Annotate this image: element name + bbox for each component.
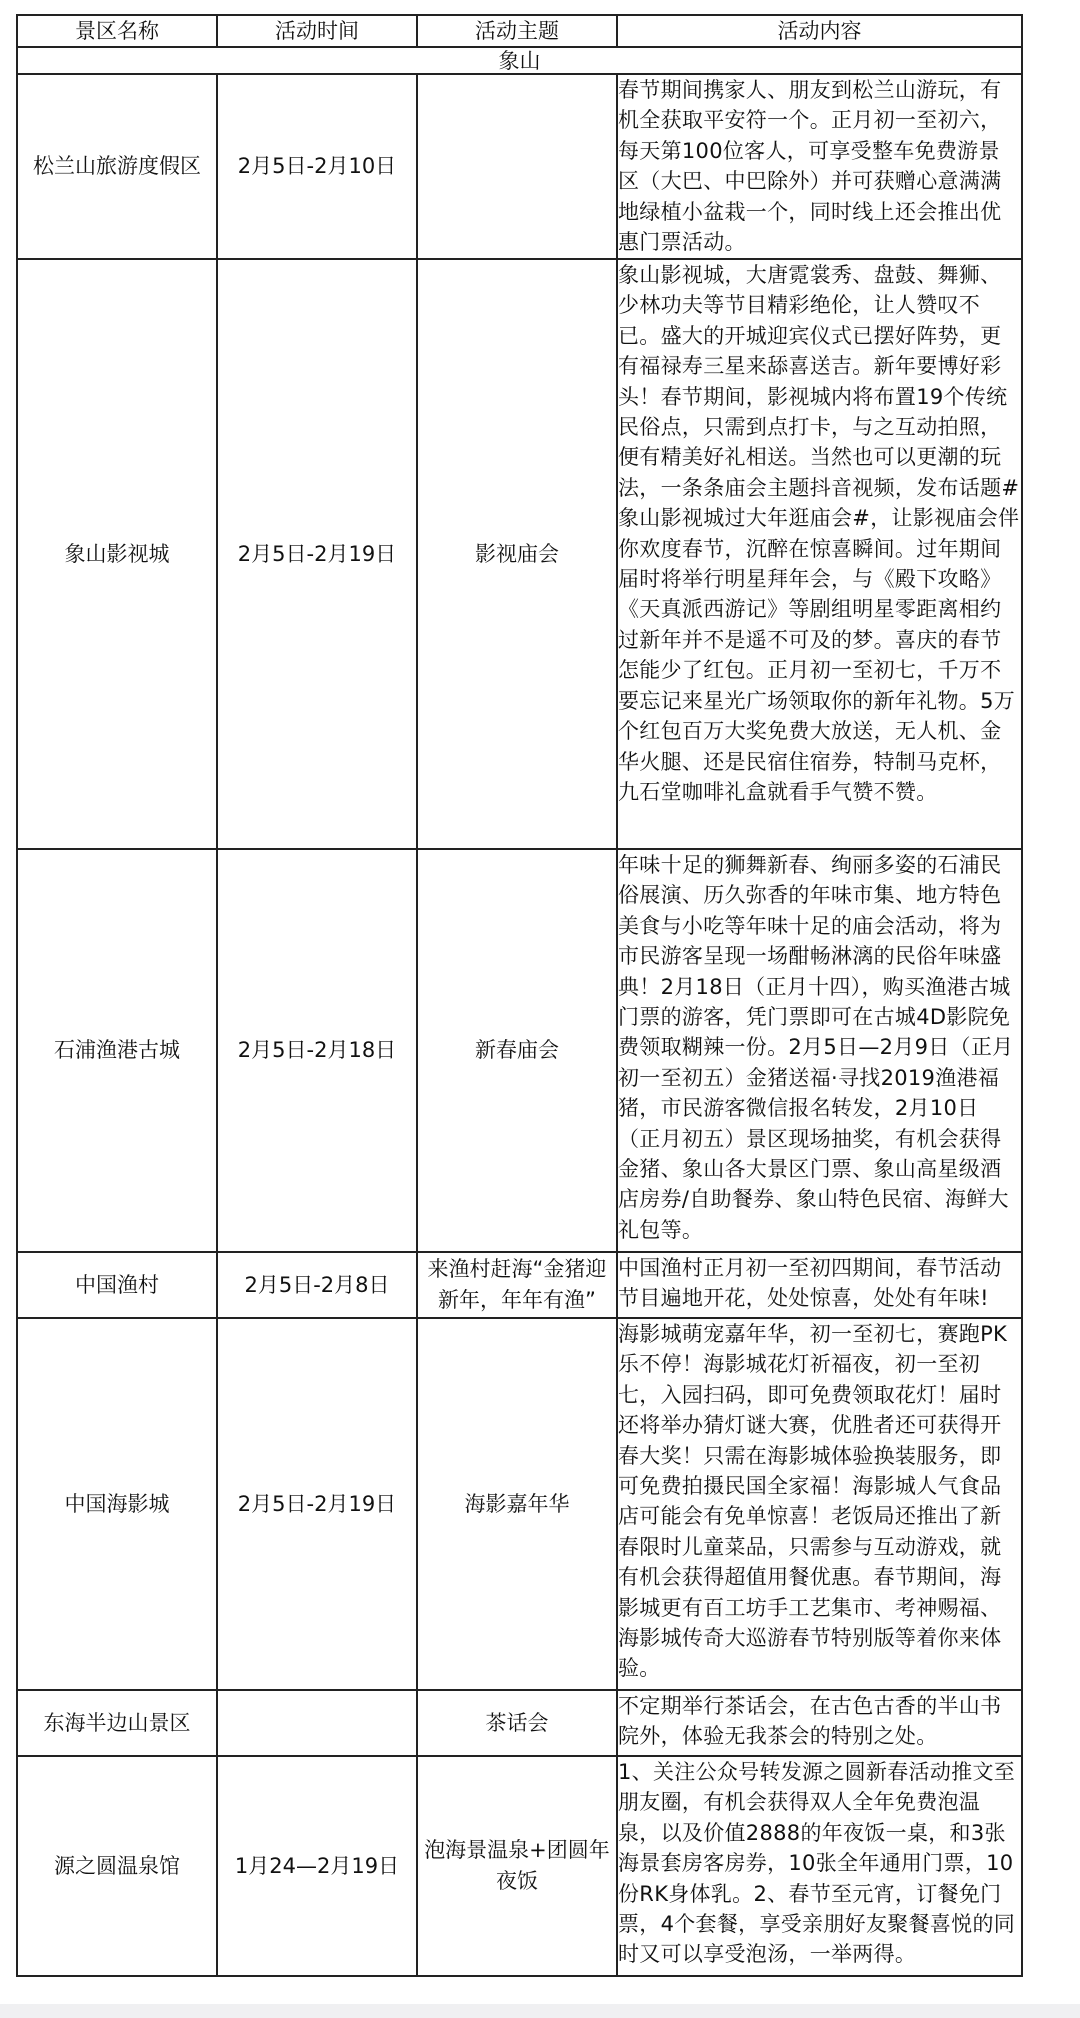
table-row — [17, 259, 1022, 849]
table-row — [17, 1252, 1022, 1318]
activity-time: 2月5日-2月19日 — [217, 259, 417, 849]
header-activity-content: 活动内容 — [617, 15, 1022, 47]
table-row — [17, 1690, 1022, 1756]
activity-theme: 新春庙会 — [417, 849, 617, 1252]
activity-content: 春节期间携家人、朋友到松兰山游玩，有机全获取平安符一个。正月初一至初六，每天第100位客人，可享受整车免费游景区（大巴、中巴除外）并可获赠心意满满地绿植小盆栽一个，同时线上还会推出优惠门票活动。 — [617, 74, 1022, 259]
activities-table — [16, 14, 1023, 1977]
activity-time: 2月5日-2月10日 — [217, 74, 417, 259]
table-row — [17, 849, 1022, 1252]
table-row — [17, 1756, 1022, 1976]
activity-content: 象山影视城，大唐霓裳秀、盘鼓、舞狮、少林功夫等节目精彩绝伦，让人赞叹不已。盛大的开城迎宾仪式已摆好阵势，更有福禄寿三星来舔喜送吉。新年要博好彩头！春节期间，影视城内将布置19个传统民俗点，只需到点打卡，与之互动拍照，便有精美好礼相送。当然也可以更潮的玩法，一条条庙会主题抖音视频，发布话题#象山影视城过大年逛庙会#，让影视庙会伴你欢度春节，沉醉在惊喜瞬间。过年期间届时将举行明星拜年会，与《殿下攻略》《天真派西游记》等剧组明星零距离相约过新年并不是遥不可及的梦。喜庆的春节怎能少了红包。正月初一至初七，千万不要忘记来星光广场领取你的新年礼物。5万个红包百万大奖免费大放送，无人机、金华火腿、还是民宿住宿券，特制马克杯，九石堂咖啡礼盒就看手气赞不赞。 — [617, 259, 1022, 849]
activity-content: 1、关注公众号转发源之圆新春活动推文至朋友圈，有机会获得双人全年免费泡温泉，以及价值2888的年夜饭一桌，和3张海景套房客房券，10张全年通用门票，10份RK身体乳。2、春节至元宵，订餐免门票，4个套餐，享受亲朋好友聚餐喜悦的同时又可以享受泡汤，一举两得。 — [617, 1756, 1022, 1976]
table-row — [17, 1318, 1022, 1690]
activity-theme: 茶话会 — [417, 1690, 617, 1756]
scenic-name: 中国渔村 — [17, 1252, 217, 1318]
activity-time — [217, 1690, 417, 1756]
table-row — [17, 74, 1022, 259]
activity-time: 1月24—2月19日 — [217, 1756, 417, 1976]
scenic-name: 源之圆温泉馆 — [17, 1756, 217, 1976]
activity-theme: 影视庙会 — [417, 259, 617, 849]
header-scenic-name: 景区名称 — [17, 15, 217, 47]
scenic-name: 松兰山旅游度假区 — [17, 74, 217, 259]
activity-time: 2月5日-2月19日 — [217, 1318, 417, 1690]
scenic-name: 中国海影城 — [17, 1318, 217, 1690]
activity-content: 中国渔村正月初一至初四期间，春节活动节目遍地开花，处处惊喜，处处有年味! — [617, 1252, 1022, 1318]
activity-time: 2月5日-2月18日 — [217, 849, 417, 1252]
activity-theme: 泡海景温泉+团圆年夜饭 — [417, 1756, 617, 1976]
region-row — [17, 47, 1022, 74]
scenic-name: 东海半边山景区 — [17, 1690, 217, 1756]
activity-theme: 海影嘉年华 — [417, 1318, 617, 1690]
scenic-name: 象山影视城 — [17, 259, 217, 849]
activity-content: 不定期举行茶话会，在古色古香的半山书院外，体验无我茶会的特别之处。 — [617, 1690, 1022, 1756]
activity-time: 2月5日-2月8日 — [217, 1252, 417, 1318]
region-label: 象山 — [17, 47, 1022, 74]
table-header-row — [17, 15, 1022, 47]
activity-theme — [417, 74, 617, 259]
header-activity-theme: 活动主题 — [417, 15, 617, 47]
header-activity-time: 活动时间 — [217, 15, 417, 47]
activity-content: 海影城萌宠嘉年华，初一至初七，赛跑PK乐不停！海影城花灯祈福夜，初一至初七，入园扫码，即可免费领取花灯！届时还将举办猜灯谜大赛，优胜者还可获得开春大奖！只需在海影城体验换装服务，即可免费拍摄民国全家福！海影城人气食品店可能会有免单惊喜！老饭局还推出了新春限时儿童菜品，只需参与互动游戏，就有机会获得超值用餐优惠。春节期间，海影城更有百工坊手工艺集市、考神赐福、海影城传奇大巡游春节特别版等着你来体验。 — [617, 1318, 1022, 1690]
bottom-margin-strip — [0, 2004, 1080, 2018]
scenic-name: 石浦渔港古城 — [17, 849, 217, 1252]
activity-theme: 来渔村赶海“金猪迎新年，年年有渔” — [417, 1252, 617, 1318]
activity-content: 年味十足的狮舞新春、绚丽多姿的石浦民俗展演、历久弥香的年味市集、地方特色美食与小吃等年味十足的庙会活动，将为市民游客呈现一场酣畅淋漓的民俗年味盛典！2月18日（正月十四），购买渔港古城门票的游客，凭门票即可在古城4D影院免费领取糊辣一份。2月5日—2月9日（正月初一至初五）金猪送福·寻找2019渔港福猪，市民游客微信报名转发，2月10日（正月初五）景区现场抽奖，有机会获得金猪、象山各大景区门票、象山高星级酒店房券/自助餐券、象山特色民宿、海鲜大礼包等。 — [617, 849, 1022, 1252]
